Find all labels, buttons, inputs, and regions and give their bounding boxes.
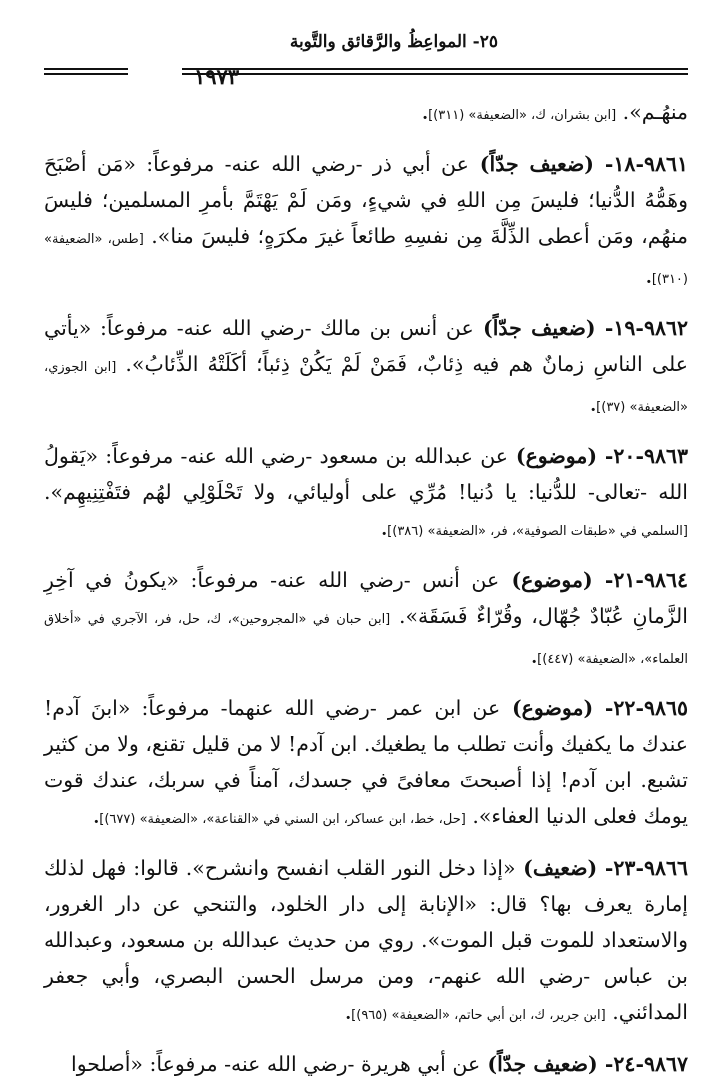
source-end: .: [345, 1004, 352, 1024]
hadith-number: ٩٨٦٣-٢٠-: [597, 444, 688, 468]
header-rule-short: [44, 68, 128, 75]
hadith-text: منهُـم».: [616, 100, 688, 124]
hadith-number: ٩٨٦٥-٢٢-: [593, 696, 688, 720]
hadith-text: عن عبدالله بن مسعود -رضي الله عنه- مرفوعاً: «يَقولُ الله -تعالى- للدُّنيا: يا دُنيا! مُرِّي على أوليائي، ولا تَحْلَوْلِي لهُم فتَفْتِنِيهِم».: [44, 444, 688, 504]
hadith-number: ٩٨٦١-١٨-: [593, 152, 688, 176]
hadith-grade: (ضعيف جدّاً): [473, 316, 596, 340]
source-end: .: [93, 808, 100, 828]
hadith-entry: [44, 562, 688, 678]
hadith-grade: (ضعيف): [515, 856, 598, 880]
hadith-source: [ابن الجوزي، «الضعيفة» (٣٧)]: [44, 360, 688, 415]
source-end: .: [381, 520, 388, 540]
source-end: .: [645, 268, 652, 288]
page-number: ١٩٧٣: [194, 64, 240, 89]
hadith-grade: (موضوع): [508, 444, 598, 468]
hadith-number: ٩٨٦٦-٢٣-: [597, 856, 688, 880]
hadith-entry: [44, 310, 688, 426]
hadith-grade: (موضوع): [499, 568, 593, 592]
hadith-source: [ابن بشران، ك، «الضعيفة» (٣١١)]: [428, 108, 617, 123]
hadith-source: [ابن جرير، ك، ابن أبي حاتم، «الضعيفة» (٩٦٥)]: [351, 1008, 606, 1023]
hadith-text: عن أبي ذر -رضي الله عنه- مرفوعاً: «مَن أصْبَحَ وهَمُّهُ الدُّنيا؛ فليسَ مِن اللهِ في شيءٍ، ومَن لَمْ يَهْتَمَّ بأمرِ المسلمين؛ فليسَ منهُم، ومَن أعطى الذِّلَّةَ مِن نفسِهِ طائعاً غيرَ مكرَهٍ؛ فليسَ منا».: [44, 152, 688, 248]
hadith-text: عن أنس -رضي الله عنه- مرفوعاً: «يكونُ في آخِرِ الزَّمانِ عُبّادٌ جُهّال، وقُرّاءٌ فَسَقَة».: [44, 568, 688, 628]
header-rule: [182, 68, 688, 75]
hadith-entry: [44, 438, 688, 550]
hadith-number: ٩٨٦٤-٢١-: [592, 568, 688, 592]
hadith-grade: (ضعيف جدّاً): [468, 152, 594, 176]
hadith-text: عن ابن عمر -رضي الله عنهما- مرفوعاً: «ابنَ آدم! عندك ما يكفيك وأنت تطلب ما يطغيك. ابن آدم! لا من قليل تقنع، ولا من كثير تشبع. ابن آدم! إذا أصبحتَ معافىً في جسدك، آمناً في سربك، عندك قوت يومك فعلى الدنيا العفاء».: [44, 696, 688, 828]
hadith-grade: (موضوع): [500, 696, 594, 720]
hadith-entry: [44, 850, 688, 1034]
source-end: .: [590, 396, 597, 416]
hadith-text: عن أنس بن مالك -رضي الله عنه- مرفوعاً: «يأتي على الناسِ زمانٌ هم فيه ذِئابٌ، فَمَنْ لَمْ يَكُنْ ذِئباً؛ أكَلَتْهُ الذِّئابُ».: [44, 316, 688, 376]
hadith-text: عن أبي هريرة -رضي الله عنه- مرفوعاً: «أصلحوا: [71, 1052, 481, 1076]
hadith-source: [طس، «الضعيفة» (٣١٠)]: [44, 232, 688, 287]
hadith-source: [السلمي في «طبقات الصوفية»، فر، «الضعيفة» (٣٨٦)]: [387, 524, 688, 539]
hadith-entry: [44, 146, 688, 298]
hadith-grade: (ضعيف جدّاً): [480, 1052, 598, 1076]
chapter-title: ٢٥- المواعِظُ والرَّقائق والتَّوبة: [289, 32, 498, 52]
source-end: .: [422, 104, 429, 124]
source-end: .: [531, 648, 538, 668]
hadith-number: ٩٨٦٧-٢٤-: [597, 1052, 688, 1076]
hadith-entry: [44, 690, 688, 838]
hadith-source: [حل، خط، ابن عساكر، ابن السني في «القناعة»، «الضعيفة» (٦٧٧)]: [99, 812, 466, 827]
page-header: [44, 30, 688, 89]
hadith-list: [44, 94, 688, 1082]
hadith-text: «إذا دخل النور القلب انفسح وانشرح». قالوا: فهل لذلك إمارة يعرف بها؟ قال: «الإنابة إلى دار الخلود، والتنحي عن دار الغرور، والاستعداد للموت قبل الموت». روي من حديث عبدالله بن مسعود، وعبدالله بن عباس -رضي الله عنهم-، ومن مرسل الحسن البصري، وأبي جعفر المدائني.: [44, 856, 688, 1024]
hadith-source: [ابن حبان في «المجروحين»، ك، حل، فر، الآجري في «أخلاق العلماء»، «الضعيفة» (٤٤٧)]: [44, 612, 688, 667]
hadith-entry: [44, 1046, 688, 1082]
hadith-entry-continuation: [44, 94, 688, 134]
hadith-number: ٩٨٦٢-١٩-: [595, 316, 688, 340]
